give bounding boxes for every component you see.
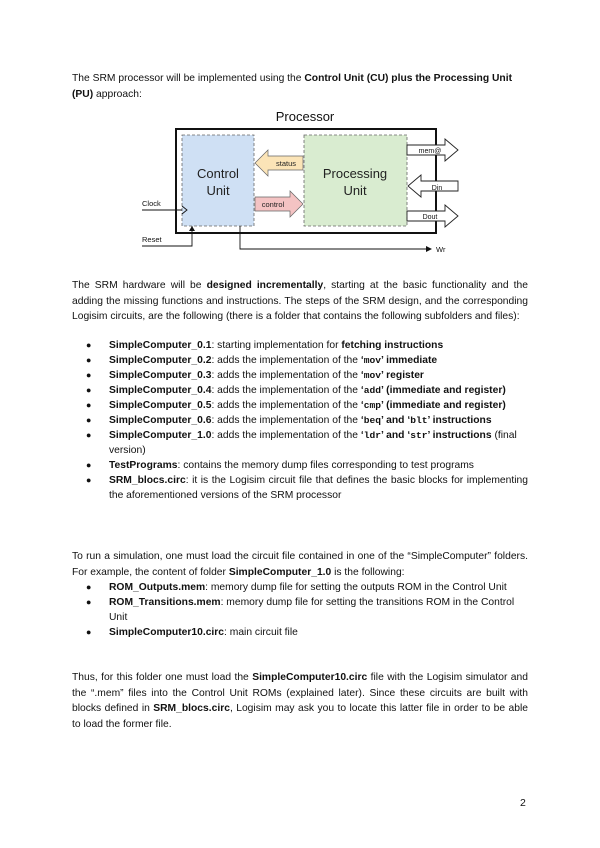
step-name: SimpleComputer_0.1 — [109, 340, 212, 351]
steps-list — [72, 338, 528, 503]
dout-label: Dout — [422, 214, 438, 221]
step-code: ldr — [363, 430, 382, 441]
reset-label: Reset — [142, 235, 162, 244]
step-bold: ’ instructions — [427, 430, 492, 441]
load-text-2: file with the Logisim simulator and the “.mem” files into the Control Unit ROMs (explained later). Since these circuits are built with blocks defined in — [72, 672, 528, 714]
bullet-icon: ● — [86, 460, 92, 470]
step-sep: : — [177, 460, 184, 471]
bullet-icon: ● — [86, 627, 92, 637]
step-quote: ‘ — [360, 370, 364, 381]
step-bold: fetching instructions — [341, 340, 444, 351]
bullet-icon: ● — [86, 415, 92, 425]
step-code: blt — [410, 415, 428, 426]
step-desc: adds the implementation of the — [217, 385, 361, 396]
simulation-paragraph — [72, 549, 528, 580]
step-quote: ‘ — [360, 415, 364, 426]
step-desc: adds the implementation of the — [217, 415, 361, 426]
list-item — [72, 625, 528, 640]
processor-diagram — [140, 108, 470, 256]
list-item — [72, 458, 528, 473]
file-desc: : memory dump file for setting the outputs ROM in the Control Unit — [205, 582, 507, 593]
bullet-icon: ● — [86, 400, 92, 410]
step-code: mov — [363, 370, 382, 381]
list-item — [72, 413, 528, 428]
step-name: SRM_blocs.circ — [109, 475, 186, 486]
step-code: beq — [363, 415, 382, 426]
file-name: SimpleComputer10.circ — [109, 627, 225, 638]
step-name: SimpleComputer_1.0 — [109, 430, 212, 441]
bullet-icon: ● — [86, 355, 92, 365]
control-unit-label-1: Control — [197, 166, 239, 181]
list-item — [72, 398, 528, 413]
diagram-title: Processor — [275, 109, 335, 124]
design-text-1: The SRM hardware will be — [72, 280, 207, 291]
load-text-1: Thus, for this folder one must load the — [72, 672, 253, 683]
step-name: SimpleComputer_0.5 — [109, 400, 212, 411]
step-bold: ’ register — [381, 370, 424, 381]
step-desc: adds the implementation of the — [217, 430, 361, 441]
load-text-3: , Logisim may ask you to locate this latter file in order to be able to load the former file. — [72, 703, 528, 730]
list-item — [72, 383, 528, 398]
step-bold: ’ (immediate and register) — [381, 385, 506, 396]
step-desc: it is the Logisim circuit file that defines the basic blocks for implementing the aforementioned versions of the SRM processor — [109, 475, 528, 501]
step-name: SimpleComputer_0.6 — [109, 415, 212, 426]
list-item — [72, 595, 528, 625]
list-item — [72, 353, 528, 368]
din-label: Din — [431, 185, 443, 192]
list-item — [72, 338, 528, 353]
bullet-icon: ● — [86, 385, 92, 395]
bullet-icon: ● — [86, 475, 92, 485]
list-item — [72, 368, 528, 383]
load-paragraph — [72, 670, 528, 732]
file-name: ROM_Transitions.mem — [109, 597, 221, 608]
simulation-text-1: To run a simulation, one must load the circuit file contained in one of the “SimpleComputer” folders. For example, the content of folder — [72, 551, 528, 578]
step-sep: : — [211, 340, 218, 351]
wr-label: Wr — [436, 245, 446, 254]
bullet-icon: ● — [86, 340, 92, 350]
intro-bold: Control Unit (CU) plus the Processing Unit (PU) — [72, 73, 513, 100]
step-quote-mid: ’ and ‘ — [381, 430, 411, 441]
file-desc: : main circuit file — [224, 627, 298, 638]
step-bold: ’ (immediate and register) — [381, 400, 506, 411]
intro-text-2: approach: — [93, 88, 142, 100]
control-unit-label-2: Unit — [206, 183, 230, 198]
bullet-icon: ● — [86, 597, 92, 607]
step-quote: ‘ — [360, 385, 364, 396]
step-name: SimpleComputer_0.2 — [109, 355, 212, 366]
page-number: 2 — [520, 797, 526, 809]
step-quote: ‘ — [360, 400, 364, 411]
step-name: TestPrograms — [109, 460, 178, 471]
step-quote: ‘ — [360, 430, 364, 441]
list-item — [72, 473, 528, 503]
step-desc: adds the implementation of the — [217, 370, 361, 381]
step-sep: : — [211, 400, 218, 411]
status-label: status — [275, 159, 297, 168]
step-desc: adds the implementation of the — [217, 355, 361, 366]
step-post: (final version) — [109, 430, 517, 456]
clock-label: Clock — [142, 199, 161, 208]
control-label: control — [261, 200, 285, 209]
simulation-bold: SimpleComputer_1.0 — [228, 566, 332, 578]
step-quote-mid: ’ and ‘ — [381, 415, 411, 426]
design-bold: designed incrementally — [206, 280, 324, 291]
wr-arrowhead — [426, 246, 432, 252]
file-name: ROM_Outputs.mem — [109, 582, 206, 593]
file-desc: : memory dump file for setting the transitions ROM in the Control Unit — [109, 597, 515, 623]
step-desc: starting implementation for — [217, 340, 342, 351]
step-sep: : — [211, 430, 218, 441]
mem-address-label: mem@ — [418, 148, 442, 155]
bullet-icon: ● — [86, 430, 92, 440]
step-code: mov — [363, 355, 382, 366]
step-sep: : — [211, 370, 218, 381]
step-code: cmp — [363, 400, 382, 411]
step-bold: ’ immediate — [381, 355, 438, 366]
processing-unit-label-2: Unit — [343, 183, 367, 198]
bullet-icon: ● — [86, 582, 92, 592]
step-bold: ’ instructions — [427, 415, 492, 426]
load-bold-2: SRM_blocs.circ — [153, 703, 230, 714]
step-sep: : — [211, 355, 218, 366]
files-list — [72, 580, 528, 640]
step-quote: ‘ — [360, 355, 364, 366]
simulation-text-2: is the following: — [331, 566, 405, 578]
step-name: SimpleComputer_0.4 — [109, 385, 212, 396]
step-desc: contains the memory dump files corresponding to test programs — [183, 460, 474, 471]
design-text-2: , starting at the basic functionality and the adding the missing functions and instructions. The steps of the SRM design, and the corresponding Logisim circuits, are the following (there is a folder that contains the following subfolders and files): — [72, 280, 528, 322]
step-name: SimpleComputer_0.3 — [109, 370, 212, 381]
intro-paragraph — [72, 71, 528, 102]
step-sep: : — [211, 385, 218, 396]
step-code: str — [410, 430, 428, 441]
list-item — [72, 428, 528, 458]
step-sep: : — [211, 415, 218, 426]
intro-text-1: The SRM processor will be implemented using the — [72, 73, 305, 84]
bullet-icon: ● — [86, 370, 92, 380]
step-code: add — [363, 385, 382, 396]
step-sep: : — [185, 475, 193, 486]
design-paragraph — [72, 278, 528, 325]
load-bold-1: SimpleComputer10.circ — [252, 672, 368, 683]
list-item — [72, 580, 528, 595]
step-desc: adds the implementation of the — [217, 400, 361, 411]
processing-unit-label-1: Processing — [322, 166, 388, 181]
